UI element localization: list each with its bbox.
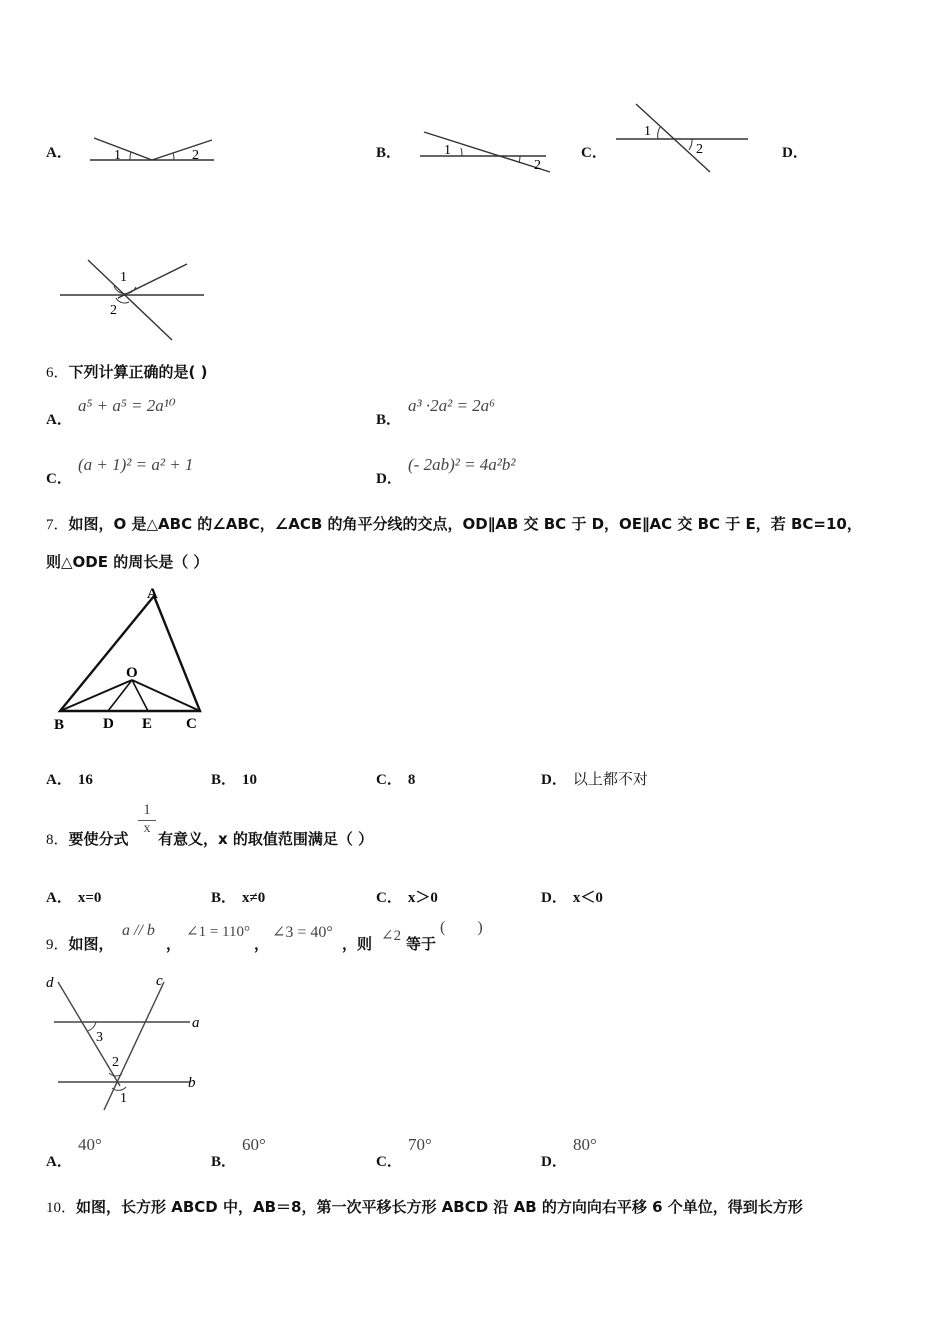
q8-stem	[46, 828, 129, 849]
q8-option-c-label: C．	[376, 890, 402, 906]
q8-option-c[interactable]	[376, 886, 438, 907]
q9-cond-angle1: ∠1 = 110°	[186, 924, 250, 940]
q7-stem-line1	[46, 513, 862, 534]
vertex-b-label: B	[54, 717, 65, 733]
q6-option-b-label[interactable]: B．	[376, 412, 402, 428]
q9-answer-blank[interactable]: ( )	[440, 919, 483, 936]
q6-text: 下列计算正确的是( )	[68, 363, 208, 381]
q9-option-b-value: 60°	[242, 1135, 266, 1154]
angle-1-label: 1	[120, 270, 127, 285]
q9-prefix-wrap	[46, 933, 114, 954]
q9-number: 9．	[46, 937, 69, 953]
q7-option-c-value: 8	[407, 772, 416, 788]
q7-triangle-figure	[44, 580, 214, 736]
q7-option-a-label: A．	[46, 772, 72, 788]
q7-option-d[interactable]	[541, 768, 648, 789]
q5-option-c-label[interactable]: C．	[581, 145, 607, 161]
q7-option-b-label: B．	[211, 772, 237, 788]
q6-option-d-label[interactable]: D．	[376, 471, 402, 487]
q7-option-d-value: 以上都不对	[572, 770, 648, 788]
q9-cond-parallel: a // b	[122, 922, 155, 939]
q8-fraction	[138, 802, 156, 837]
q9-prefix: 如图，	[68, 935, 114, 953]
q7-option-a[interactable]	[46, 768, 93, 789]
q7-option-c-label: C．	[376, 772, 402, 788]
q9-option-a-label[interactable]: A．	[46, 1154, 72, 1170]
q8-option-d-label: D．	[541, 890, 567, 906]
vertex-c-label: C	[186, 716, 197, 732]
q5-figure-b	[414, 126, 554, 176]
q5-figure-d	[56, 254, 208, 346]
q8-option-b-label: B．	[211, 890, 237, 906]
q7-option-c[interactable]	[376, 768, 415, 789]
q9-option-c-value: 70°	[408, 1135, 432, 1154]
q10-stem	[46, 1196, 803, 1217]
q8-option-b[interactable]	[211, 886, 265, 907]
q8-suffix: 有意义，x 的取值范围满足（ ）	[158, 830, 374, 848]
q8-option-d[interactable]	[541, 886, 603, 907]
q5-figure-c	[612, 100, 752, 176]
q8-option-a[interactable]	[46, 886, 101, 907]
q9-sep2: ，	[254, 935, 270, 953]
q8-numerator: 1	[143, 802, 151, 818]
q7-option-d-label: D．	[541, 772, 567, 788]
angle-1-label: 1	[114, 148, 121, 163]
q9-sep3: ，则	[342, 935, 373, 953]
q6-number: 6．	[46, 365, 69, 381]
q8-option-b-value: x≠0	[242, 890, 266, 906]
q5-figure-a	[86, 130, 218, 170]
line-c-label: c	[156, 973, 163, 989]
q8-option-a-value: x=0	[77, 890, 102, 906]
q8-denominator: x	[138, 820, 156, 837]
q5-option-a-label[interactable]: A．	[46, 145, 72, 161]
q7-stem-line2: 则△ODE 的周长是（ ）	[46, 553, 209, 571]
line-b-label: b	[188, 1075, 196, 1091]
point-e-label: E	[142, 716, 153, 732]
angle-2-label: 2	[110, 303, 117, 318]
line-a-label: a	[192, 1015, 200, 1031]
point-d-label: D	[103, 716, 114, 732]
q7-option-a-value: 16	[77, 772, 93, 788]
q6-option-c-label[interactable]: C．	[46, 471, 72, 487]
angle-2-label: 2	[534, 158, 541, 173]
q7-number: 7．	[46, 517, 69, 533]
q9-option-b-label[interactable]: B．	[211, 1154, 237, 1170]
angle-2-label: 2	[112, 1055, 119, 1070]
angle-1-label: 1	[644, 124, 651, 139]
q6-stem	[46, 361, 207, 382]
angle-1-label: 1	[120, 1091, 127, 1106]
q7-line1: 如图，O 是△ABC 的∠ABC，∠ACB 的角平分线的交点，OD∥AB 交 BC 于 D，OE∥AC 交 BC 于 E，若 BC=10，	[68, 515, 862, 533]
q5-option-d-label[interactable]: D．	[782, 145, 808, 161]
q6-option-a-label[interactable]: A．	[46, 412, 72, 428]
angle-2-label: 2	[192, 148, 199, 163]
q6-option-b-expr: a³ ·2a² = 2a⁶	[408, 396, 496, 415]
q10-number: 10．	[46, 1200, 77, 1216]
q9-option-d-value: 80°	[573, 1135, 597, 1154]
q8-prefix: 要使分式	[68, 830, 129, 848]
q6-option-a-expr: a⁵ + a⁵ = 2a¹⁰	[78, 396, 176, 415]
q7-option-b[interactable]	[211, 768, 257, 789]
line-d-label: d	[46, 975, 54, 991]
q9-parallel-lines-figure	[40, 970, 210, 1114]
q6-option-c-expr: (a + 1)² = a² + 1	[78, 455, 194, 474]
angle-2-label: 2	[696, 142, 703, 157]
q8-number: 8．	[46, 832, 69, 848]
angle-1-label: 1	[444, 143, 451, 158]
q9-option-c-label[interactable]: C．	[376, 1154, 402, 1170]
q9-option-a-value: 40°	[78, 1135, 102, 1154]
q10-text: 如图，长方形 ABCD 中，AB＝8，第一次平移长方形 ABCD 沿 AB 的方向向右平移 6 个单位，得到长方形	[76, 1198, 803, 1216]
q8-option-a-label: A．	[46, 890, 72, 906]
q7-option-b-value: 10	[242, 772, 258, 788]
angle-3-label: 3	[96, 1030, 103, 1045]
q6-option-d-expr: (- 2ab)² = 4a²b²	[408, 455, 516, 474]
q9-cond-angle3: ∠3 = 40°	[272, 924, 333, 941]
q5-option-b-label[interactable]: B．	[376, 145, 402, 161]
q9-sep1: ，	[166, 935, 182, 953]
point-o-label: O	[126, 665, 138, 681]
q8-option-c-value: x＞0	[407, 890, 438, 906]
q8-option-d-value: x＜0	[572, 890, 603, 906]
q9-suffix: 等于	[406, 935, 437, 953]
q9-option-d-label[interactable]: D．	[541, 1154, 567, 1170]
q9-target-angle: ∠2	[381, 928, 402, 944]
vertex-a-label: A	[147, 586, 158, 602]
